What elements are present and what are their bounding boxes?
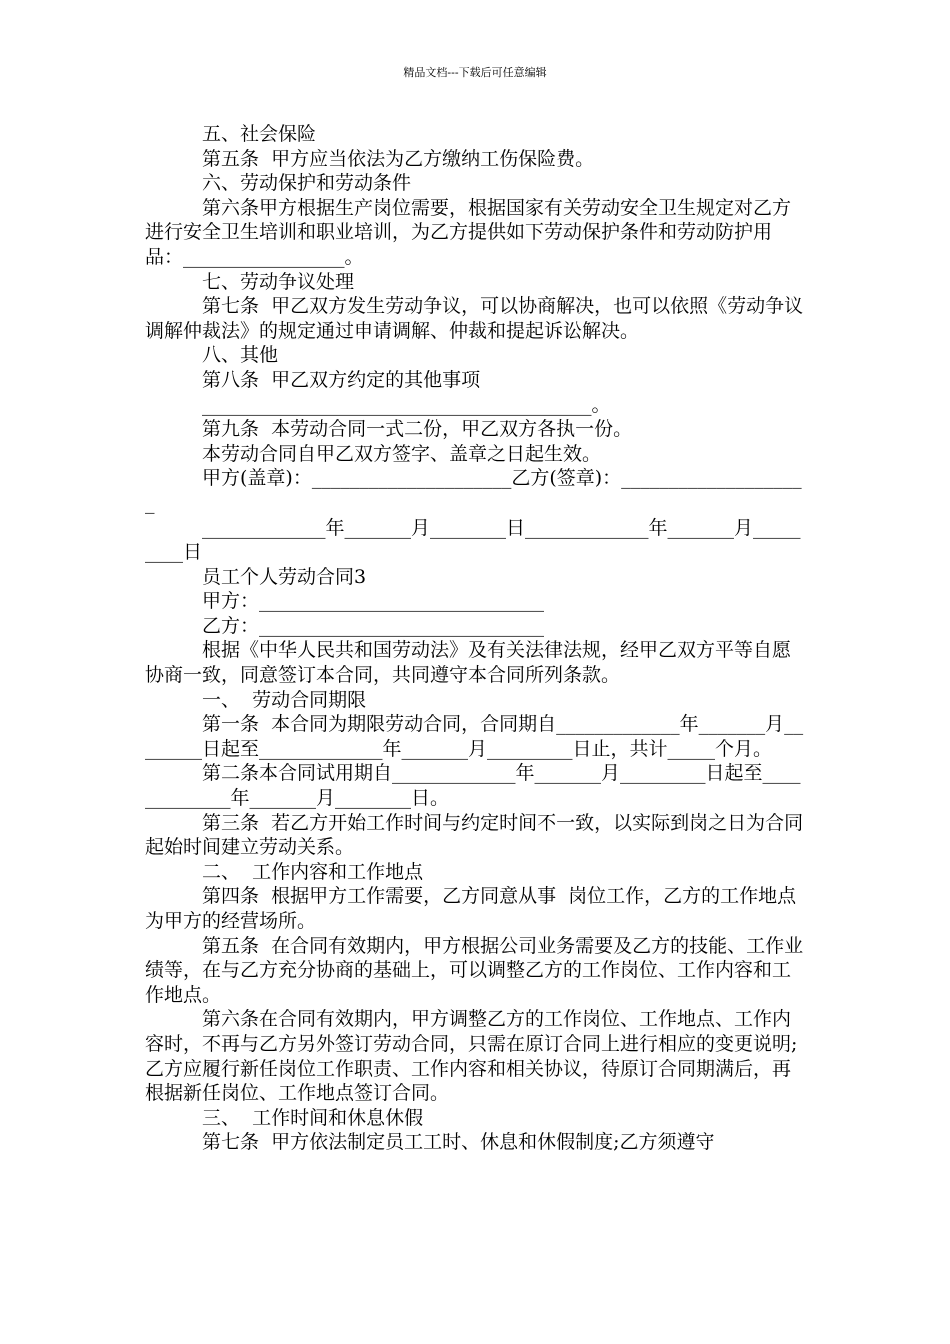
- paragraph: 第七条 甲方依法制定员工工时、休息和休假制度;乙方须遵守: [202, 1131, 715, 1154]
- paragraph: 第五条 甲方应当依法为乙方缴纳工伤保险费。: [202, 147, 595, 170]
- page-header: 精品文档---下载后可任意编辑: [403, 66, 547, 79]
- paragraph: 第三条 若乙方开始工作时间与约定时间不一致，以实际到岗之日为合同起始时间建立劳动关系。: [145, 811, 804, 859]
- paragraph: 第八条 甲乙双方约定的其他事项: [202, 368, 481, 391]
- paragraph: 第四条 根据甲方工作需要，乙方同意从事 岗位工作，乙方的工作地点为甲方的经营场所。: [145, 885, 797, 932]
- paragraph: 根据《中华人民共和国劳动法》及有关法律法规，经甲乙双方平等自愿协商一致，同意签订本合同，共同遵守本合同所列条款。: [145, 639, 792, 687]
- paragraph: 五、社会保险: [202, 123, 317, 145]
- paragraph: 二、 工作内容和工作地点: [202, 860, 424, 883]
- paragraph: 第一条 本合同为期限劳动合同，合同期自_____________年_______月________日起至_____________年_______月_________日止，共计_____个月。: [145, 713, 804, 760]
- paragraph: 一、 劳动合同期限: [202, 688, 367, 711]
- paragraph: 第七条 甲乙双方发生劳动争议，可以协商解决，也可以依照《劳动争议调解仲裁法》的规定通过申请调解、仲裁和提起诉讼解决。: [145, 295, 804, 342]
- paragraph: 乙方：______________________________: [202, 614, 545, 637]
- paragraph: 甲方：______________________________: [202, 590, 545, 613]
- paragraph: 第九条 本劳动合同一式二份，甲乙双方各执一份。: [202, 418, 633, 441]
- paragraph: _____________年_______月________日_____________年_______月_________日: [145, 516, 801, 564]
- paragraph: 本劳动合同自甲乙双方签字、盖章之日起生效。: [202, 442, 602, 465]
- paragraph: 第五条 在合同有效期内，甲方根据公司业务需要及乙方的技能、工作业绩等，在与乙方充分协商的基础上，可以调整乙方的工作岗位、工作内容和工作地点。: [145, 934, 804, 1006]
- paragraph: 六、劳动保护和劳动条件: [202, 172, 412, 195]
- document-body: [145, 122, 807, 1155]
- paragraph: _________________________________________。: [202, 393, 611, 416]
- paragraph: 第二条本合同试用期自_____________年_______月_________日起至_____________年_______月________日。: [145, 762, 801, 810]
- paragraph: 第六条甲方根据生产岗位需要，根据国家有关劳动安全卫生规定对乙方进行安全卫生培训和职业培训，为乙方提供如下劳动保护条件和劳动防护用品：_________________。: [145, 196, 792, 268]
- paragraph: 甲方(盖章)：_____________________乙方(签章)：____________________: [145, 467, 802, 514]
- paragraph: 七、劳动争议处理: [202, 270, 355, 293]
- paragraph: 员工个人劳动合同3: [202, 565, 367, 588]
- paragraph: 第六条在合同有效期内，甲方调整乙方的工作岗位、工作地点、工作内容时，不再与乙方另外签订劳动合同，只需在原订合同上进行相应的变更说明;乙方应履行新任岗位工作职责、工作内容和相关协议，待原订合同期满后，再根据新任岗位、工作地点签订合同。: [145, 1008, 798, 1105]
- paragraph: 三、 工作时间和休息休假: [202, 1106, 424, 1129]
- paragraph: 八、其他: [202, 344, 279, 367]
